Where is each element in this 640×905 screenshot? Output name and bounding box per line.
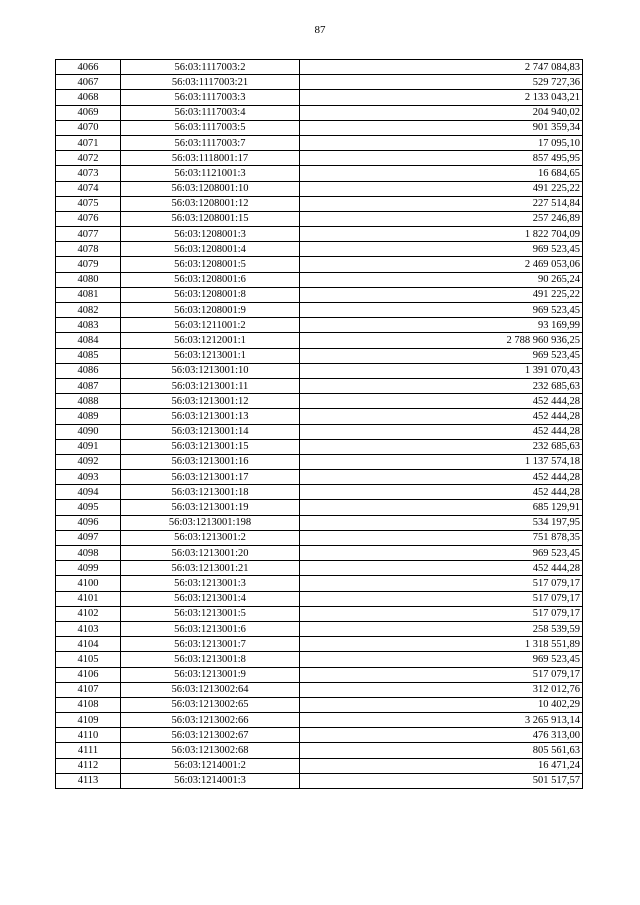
cadastral-value-table	[55, 59, 583, 789]
cadastral-number-cell: 56:03:1213001:16	[121, 454, 300, 469]
cadastral-number-cell: 56:03:1117003:3	[121, 90, 300, 105]
table-row	[56, 303, 583, 318]
row-number-cell: 4106	[56, 667, 121, 682]
cadastral-value-cell: 312 012,76	[300, 682, 583, 697]
cadastral-value-cell: 232 685,63	[300, 439, 583, 454]
cadastral-value-cell: 452 444,28	[300, 409, 583, 424]
table-row	[56, 561, 583, 576]
cadastral-number-cell: 56:03:1213001:13	[121, 409, 300, 424]
table-row	[56, 728, 583, 743]
cadastral-number-cell: 56:03:1213002:65	[121, 697, 300, 712]
cadastral-number-cell: 56:03:1213001:7	[121, 637, 300, 652]
row-number-cell: 4083	[56, 318, 121, 333]
cadastral-number-cell: 56:03:1117003:2	[121, 60, 300, 75]
cadastral-value-cell: 2 747 084,83	[300, 60, 583, 75]
cadastral-number-cell: 56:03:1213001:15	[121, 439, 300, 454]
cadastral-value-cell: 2 133 043,21	[300, 90, 583, 105]
row-number-cell: 4068	[56, 90, 121, 105]
cadastral-value-cell: 491 225,22	[300, 287, 583, 302]
table-row	[56, 257, 583, 272]
table-row	[56, 378, 583, 393]
cadastral-number-cell: 56:03:1208001:12	[121, 196, 300, 211]
row-number-cell: 4066	[56, 60, 121, 75]
row-number-cell: 4091	[56, 439, 121, 454]
cadastral-value-cell: 857 495,95	[300, 151, 583, 166]
table-row	[56, 546, 583, 561]
cadastral-value-cell: 257 246,89	[300, 211, 583, 226]
table-row	[56, 697, 583, 712]
cadastral-value-cell: 476 313,00	[300, 728, 583, 743]
row-number-cell: 4067	[56, 75, 121, 90]
cadastral-value-cell: 517 079,17	[300, 606, 583, 621]
cadastral-value-cell: 452 444,28	[300, 394, 583, 409]
row-number-cell: 4071	[56, 135, 121, 150]
cadastral-value-cell: 969 523,45	[300, 652, 583, 667]
cadastral-value-cell: 517 079,17	[300, 576, 583, 591]
cadastral-number-cell: 56:03:1213002:64	[121, 682, 300, 697]
table-row	[56, 90, 583, 105]
row-number-cell: 4113	[56, 773, 121, 788]
row-number-cell: 4112	[56, 758, 121, 773]
cadastral-value-cell: 452 444,28	[300, 561, 583, 576]
row-number-cell: 4076	[56, 211, 121, 226]
row-number-cell: 4088	[56, 394, 121, 409]
cadastral-value-cell: 751 878,35	[300, 530, 583, 545]
row-number-cell: 4069	[56, 105, 121, 120]
cadastral-value-cell: 16 684,65	[300, 166, 583, 181]
cadastral-value-cell: 232 685,63	[300, 378, 583, 393]
cadastral-value-cell: 969 523,45	[300, 303, 583, 318]
row-number-cell: 4082	[56, 303, 121, 318]
table-row	[56, 743, 583, 758]
table-row	[56, 318, 583, 333]
table-row	[56, 166, 583, 181]
table-row	[56, 470, 583, 485]
table-row	[56, 394, 583, 409]
row-number-cell: 4104	[56, 637, 121, 652]
cadastral-number-cell: 56:03:1213001:20	[121, 546, 300, 561]
table-row	[56, 439, 583, 454]
table-row	[56, 272, 583, 287]
row-number-cell: 4079	[56, 257, 121, 272]
cadastral-value-cell: 517 079,17	[300, 591, 583, 606]
cadastral-number-cell: 56:03:1214001:3	[121, 773, 300, 788]
cadastral-value-cell: 204 940,02	[300, 105, 583, 120]
cadastral-number-cell: 56:03:1117003:21	[121, 75, 300, 90]
cadastral-number-cell: 56:03:1117003:4	[121, 105, 300, 120]
row-number-cell: 4096	[56, 515, 121, 530]
cadastral-value-cell: 1 822 704,09	[300, 227, 583, 242]
table-row	[56, 227, 583, 242]
table-row	[56, 773, 583, 788]
cadastral-number-cell: 56:03:1208001:4	[121, 242, 300, 257]
row-number-cell: 4087	[56, 378, 121, 393]
cadastral-number-cell: 56:03:1214001:2	[121, 758, 300, 773]
cadastral-number-cell: 56:03:1213001:4	[121, 591, 300, 606]
cadastral-number-cell: 56:03:1208001:8	[121, 287, 300, 302]
table-row	[56, 363, 583, 378]
table-row	[56, 409, 583, 424]
cadastral-value-cell: 10 402,29	[300, 697, 583, 712]
row-number-cell: 4072	[56, 151, 121, 166]
cadastral-value-cell: 685 129,91	[300, 500, 583, 515]
row-number-cell: 4110	[56, 728, 121, 743]
cadastral-number-cell: 56:03:1213001:9	[121, 667, 300, 682]
table-row	[56, 196, 583, 211]
row-number-cell: 4085	[56, 348, 121, 363]
cadastral-value-cell: 17 095,10	[300, 135, 583, 150]
page-number: 87	[314, 24, 326, 36]
table-row	[56, 287, 583, 302]
cadastral-number-cell: 56:03:1213001:19	[121, 500, 300, 515]
table-body	[56, 60, 583, 789]
table-row	[56, 60, 583, 75]
table-row	[56, 242, 583, 257]
row-number-cell: 4109	[56, 713, 121, 728]
table-row	[56, 151, 583, 166]
cadastral-number-cell: 56:03:1118001:17	[121, 151, 300, 166]
cadastral-number-cell: 56:03:1208001:5	[121, 257, 300, 272]
cadastral-number-cell: 56:03:1208001:6	[121, 272, 300, 287]
cadastral-number-cell: 56:03:1213001:12	[121, 394, 300, 409]
cadastral-value-cell: 227 514,84	[300, 196, 583, 211]
row-number-cell: 4101	[56, 591, 121, 606]
cadastral-value-cell: 2 469 053,06	[300, 257, 583, 272]
cadastral-number-cell: 56:03:1213001:5	[121, 606, 300, 621]
cadastral-value-cell: 1 318 551,89	[300, 637, 583, 652]
row-number-cell: 4105	[56, 652, 121, 667]
cadastral-value-cell: 452 444,28	[300, 485, 583, 500]
row-number-cell: 4074	[56, 181, 121, 196]
table-row	[56, 682, 583, 697]
cadastral-value-cell: 16 471,24	[300, 758, 583, 773]
cadastral-number-cell: 56:03:1121001:3	[121, 166, 300, 181]
table-row	[56, 211, 583, 226]
table-row	[56, 652, 583, 667]
cadastral-number-cell: 56:03:1211001:2	[121, 318, 300, 333]
row-number-cell: 4089	[56, 409, 121, 424]
table-row	[56, 454, 583, 469]
cadastral-value-cell: 534 197,95	[300, 515, 583, 530]
row-number-cell: 4075	[56, 196, 121, 211]
cadastral-value-cell: 901 359,34	[300, 120, 583, 135]
row-number-cell: 4080	[56, 272, 121, 287]
cadastral-value-cell: 969 523,45	[300, 242, 583, 257]
cadastral-number-cell: 56:03:1208001:10	[121, 181, 300, 196]
cadastral-value-cell: 501 517,57	[300, 773, 583, 788]
table-row	[56, 181, 583, 196]
row-number-cell: 4078	[56, 242, 121, 257]
table-row	[56, 713, 583, 728]
row-number-cell: 4100	[56, 576, 121, 591]
cadastral-number-cell: 56:03:1213001:2	[121, 530, 300, 545]
cadastral-number-cell: 56:03:1213001:17	[121, 470, 300, 485]
table-row	[56, 515, 583, 530]
table-row	[56, 135, 583, 150]
row-number-cell: 4073	[56, 166, 121, 181]
cadastral-number-cell: 56:03:1213001:198	[121, 515, 300, 530]
row-number-cell: 4093	[56, 470, 121, 485]
row-number-cell: 4111	[56, 743, 121, 758]
table-row	[56, 105, 583, 120]
cadastral-number-cell: 56:03:1213001:11	[121, 378, 300, 393]
row-number-cell: 4086	[56, 363, 121, 378]
cadastral-number-cell: 56:03:1213001:14	[121, 424, 300, 439]
cadastral-value-cell: 529 727,36	[300, 75, 583, 90]
cadastral-number-cell: 56:03:1212001:1	[121, 333, 300, 348]
row-number-cell: 4084	[56, 333, 121, 348]
cadastral-number-cell: 56:03:1213001:18	[121, 485, 300, 500]
cadastral-number-cell: 56:03:1117003:5	[121, 120, 300, 135]
cadastral-number-cell: 56:03:1213001:10	[121, 363, 300, 378]
table-row	[56, 576, 583, 591]
table-row	[56, 333, 583, 348]
cadastral-number-cell: 56:03:1213001:1	[121, 348, 300, 363]
cadastral-number-cell: 56:03:1208001:3	[121, 227, 300, 242]
row-number-cell: 4103	[56, 621, 121, 636]
cadastral-number-cell: 56:03:1213002:68	[121, 743, 300, 758]
row-number-cell: 4077	[56, 227, 121, 242]
cadastral-value-cell: 90 265,24	[300, 272, 583, 287]
row-number-cell: 4092	[56, 454, 121, 469]
table-row	[56, 75, 583, 90]
table-row	[56, 758, 583, 773]
table-row	[56, 424, 583, 439]
row-number-cell: 4097	[56, 530, 121, 545]
cadastral-value-cell: 452 444,28	[300, 424, 583, 439]
table-row	[56, 606, 583, 621]
cadastral-value-cell: 3 265 913,14	[300, 713, 583, 728]
cadastral-value-cell: 517 079,17	[300, 667, 583, 682]
cadastral-value-cell: 491 225,22	[300, 181, 583, 196]
cadastral-value-cell: 969 523,45	[300, 348, 583, 363]
cadastral-number-cell: 56:03:1213002:67	[121, 728, 300, 743]
row-number-cell: 4095	[56, 500, 121, 515]
row-number-cell: 4094	[56, 485, 121, 500]
row-number-cell: 4108	[56, 697, 121, 712]
row-number-cell: 4107	[56, 682, 121, 697]
cadastral-value-cell: 2 788 960 936,25	[300, 333, 583, 348]
cadastral-number-cell: 56:03:1213001:21	[121, 561, 300, 576]
table-row	[56, 637, 583, 652]
row-number-cell: 4102	[56, 606, 121, 621]
cadastral-number-cell: 56:03:1213001:3	[121, 576, 300, 591]
table-row	[56, 621, 583, 636]
row-number-cell: 4070	[56, 120, 121, 135]
row-number-cell: 4081	[56, 287, 121, 302]
cadastral-number-cell: 56:03:1208001:15	[121, 211, 300, 226]
cadastral-value-cell: 258 539,59	[300, 621, 583, 636]
table-row	[56, 530, 583, 545]
cadastral-value-cell: 1 391 070,43	[300, 363, 583, 378]
cadastral-value-cell: 805 561,63	[300, 743, 583, 758]
table-row	[56, 591, 583, 606]
cadastral-value-cell: 1 137 574,18	[300, 454, 583, 469]
cadastral-value-cell: 93 169,99	[300, 318, 583, 333]
table-row	[56, 120, 583, 135]
table-row	[56, 348, 583, 363]
row-number-cell: 4099	[56, 561, 121, 576]
cadastral-value-cell: 452 444,28	[300, 470, 583, 485]
cadastral-number-cell: 56:03:1213001:8	[121, 652, 300, 667]
cadastral-value-cell: 969 523,45	[300, 546, 583, 561]
table-row	[56, 667, 583, 682]
table-row	[56, 485, 583, 500]
cadastral-number-cell: 56:03:1117003:7	[121, 135, 300, 150]
row-number-cell: 4090	[56, 424, 121, 439]
cadastral-number-cell: 56:03:1213001:6	[121, 621, 300, 636]
cadastral-number-cell: 56:03:1208001:9	[121, 303, 300, 318]
row-number-cell: 4098	[56, 546, 121, 561]
table-row	[56, 500, 583, 515]
cadastral-number-cell: 56:03:1213002:66	[121, 713, 300, 728]
